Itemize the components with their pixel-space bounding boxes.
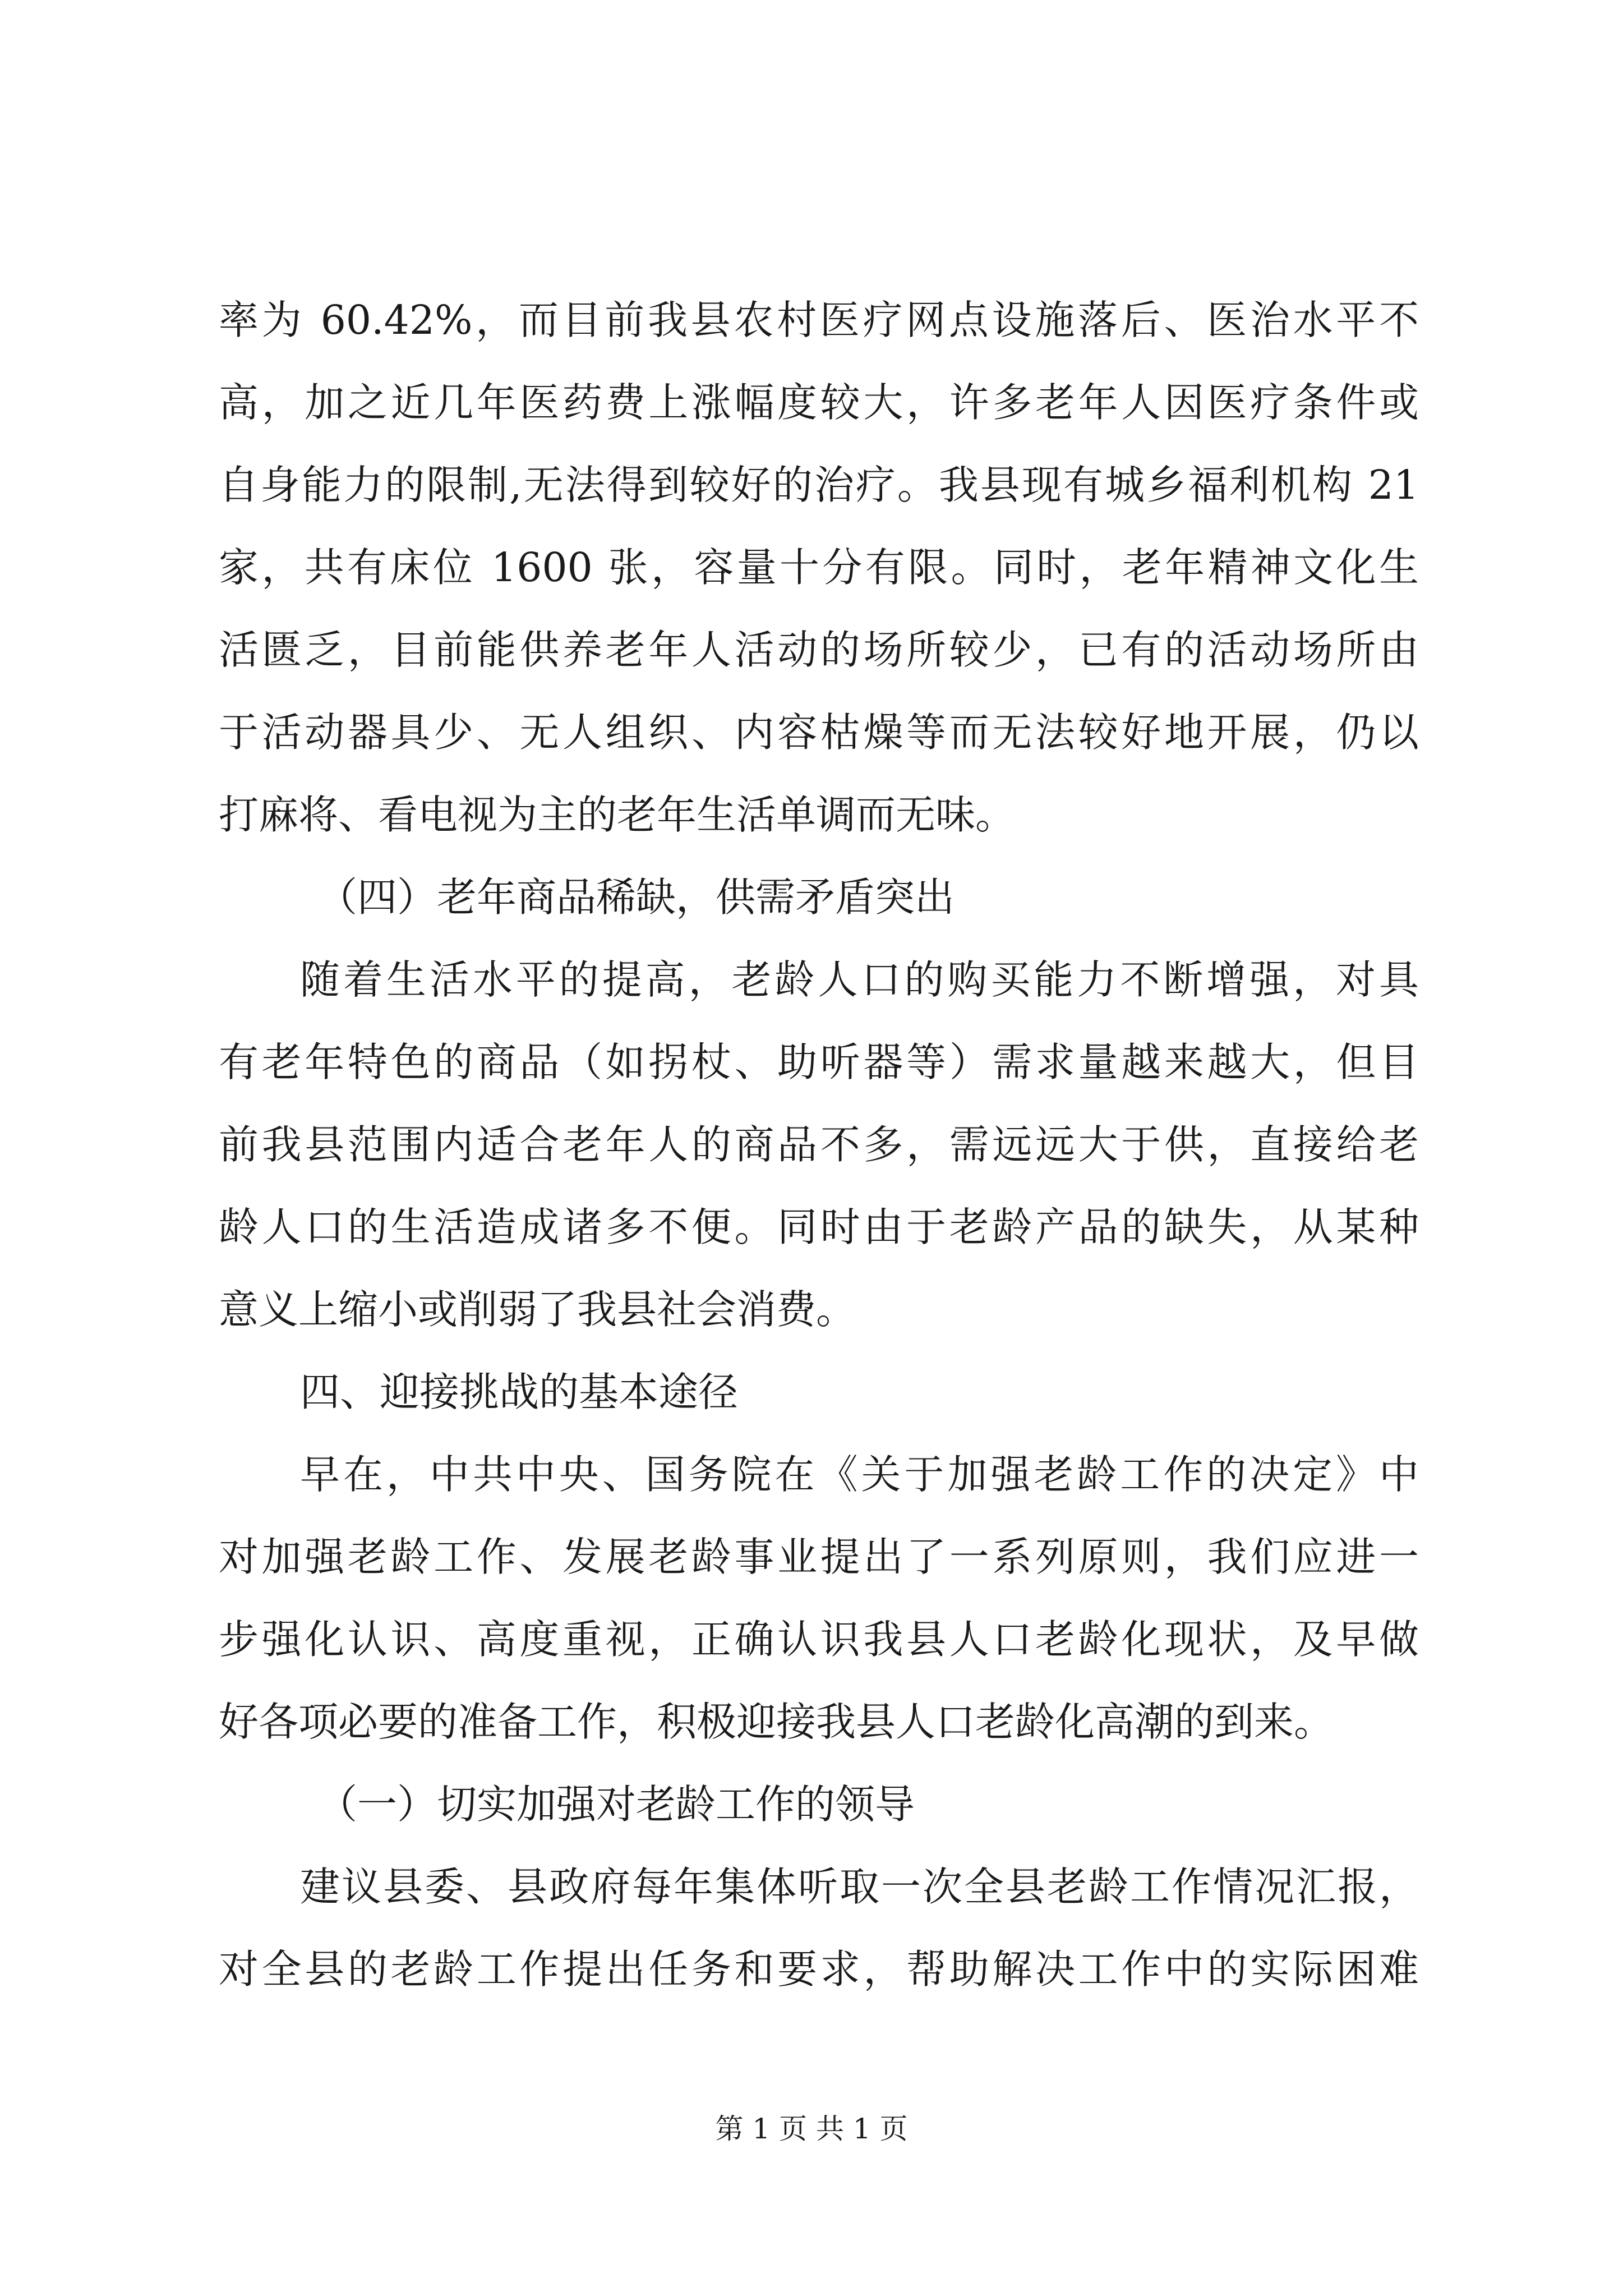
paragraph-line: 好各项必要的准备工作，积极迎接我县人口老龄化高潮的到来。 [219, 1699, 1334, 1745]
section-heading: （四）老年商品稀缺，供需矛盾突出 [317, 874, 955, 921]
paragraph-line: 对全县的老龄工作提出任务和要求，帮助解决工作中的实际困难 [219, 1946, 1419, 1993]
paragraph-line: 有老年特色的商品（如拐杖、助听器等）需求量越来越大，但目 [219, 1039, 1419, 1085]
paragraph-line: 自身能力的限制,无法得到较好的治疗。我县现有城乡福利机构 21 [219, 462, 1419, 508]
paragraph-line: 龄人口的生活造成诸多不便。同时由于老龄产品的缺失，从某种 [219, 1204, 1419, 1250]
section-heading: （一）切实加强对老龄工作的领导 [317, 1781, 915, 1828]
paragraph-line: 随着生活水平的提高，老龄人口的购买能力不断增强，对具 [300, 956, 1419, 1003]
paragraph-line: 步强化认识、高度重视，正确认识我县人口老龄化现状，及早做 [219, 1616, 1419, 1663]
paragraph-line: 于活动器具少、无人组织、内容枯燥等而无法较好地开展，仍以 [219, 709, 1419, 756]
paragraph-line: 前我县范围内适合老年人的商品不多，需远远大于供，直接给老 [219, 1121, 1419, 1168]
paragraph-line: 打麻将、看电视为主的老年生活单调而无味。 [219, 792, 1016, 838]
paragraph-line: 高，加之近几年医药费上涨幅度较大，许多老年人因医疗条件或 [219, 379, 1419, 426]
paragraph-line: 意义上缩小或削弱了我县社会消费。 [219, 1286, 856, 1333]
section-heading: 四、迎接挑战的基本途径 [300, 1369, 739, 1415]
paragraph-line: 早在，中共中央、国务院在《关于加强老龄工作的决定》中 [300, 1451, 1419, 1498]
paragraph-line: 建议县委、县政府每年集体听取一次全县老龄工作情况汇报， [300, 1864, 1419, 1910]
paragraph-line: 对加强老龄工作、发展老龄事业提出了一系列原则，我们应进一 [219, 1534, 1419, 1580]
paragraph-line: 家，共有床位 1600 张，容量十分有限。同时，老年精神文化生 [219, 544, 1419, 591]
paragraph-line: 活匮乏，目前能供养老年人活动的场所较少，已有的活动场所由 [219, 627, 1419, 673]
paragraph-line: 率为 60.42%，而目前我县农村医疗网点设施落后、医治水平不 [219, 297, 1419, 343]
page-number-footer: 第 1 页 共 1 页 [715, 2113, 908, 2145]
